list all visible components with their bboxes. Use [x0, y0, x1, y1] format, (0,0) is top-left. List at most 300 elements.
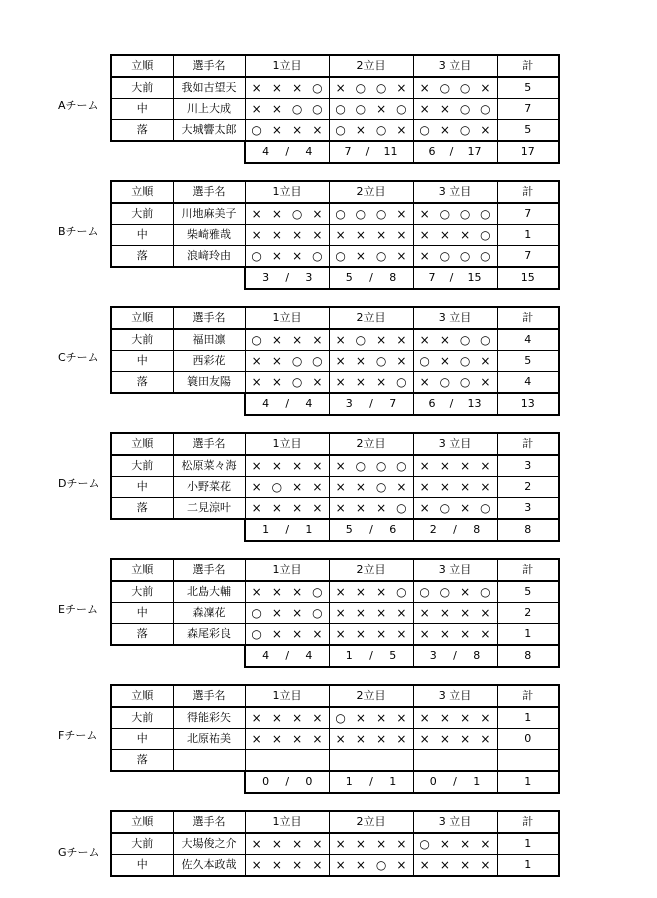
tally-part: 0: [429, 775, 437, 788]
shot-mark: ×: [355, 732, 366, 746]
header-r2: 2立目: [329, 685, 413, 707]
tally-part: /: [285, 145, 290, 158]
shot-mark: ○: [480, 585, 491, 599]
shot-marks: [246, 498, 329, 518]
shot-mark: ×: [376, 375, 387, 389]
shot-mark: ×: [419, 81, 430, 95]
tally-part: /: [449, 145, 454, 158]
table-row: [111, 455, 559, 477]
row-total: 1: [497, 833, 559, 855]
shot-mark: ×: [292, 459, 303, 473]
shot-marks: [414, 372, 497, 392]
player-name: 福田凛: [173, 329, 245, 351]
tally-part: /: [369, 649, 373, 662]
tally-part: 3: [305, 271, 313, 284]
table-row: [111, 750, 559, 772]
shot-marks: [330, 351, 413, 371]
shot-mark: ×: [396, 354, 407, 368]
shot-marks: [246, 729, 329, 749]
row-total: 1: [497, 624, 559, 646]
round-tally: [413, 267, 497, 289]
tally-part: 4: [305, 397, 313, 410]
shot-mark: ×: [480, 459, 491, 473]
grand-total: 17: [497, 141, 559, 163]
tally-part: 1: [262, 523, 270, 536]
shot-mark: ×: [271, 207, 282, 221]
shot-marks: [246, 855, 329, 875]
header-row: [111, 181, 559, 203]
round-r1-cell: [245, 455, 329, 477]
table-row: [111, 833, 559, 855]
round-r2-cell: [329, 707, 413, 729]
shot-mark: ○: [396, 102, 407, 116]
shot-marks: [246, 477, 329, 497]
row-total: 7: [497, 203, 559, 225]
tally-part: 8: [473, 649, 481, 662]
tally-part: /: [453, 649, 457, 662]
round-r1-cell: [245, 372, 329, 394]
row-total: 5: [497, 120, 559, 142]
shot-mark: ×: [419, 711, 430, 725]
shot-mark: ×: [376, 732, 387, 746]
score-table: [110, 180, 560, 290]
shot-mark: ×: [439, 837, 450, 851]
tally-part: 13: [467, 397, 482, 410]
shot-mark: ○: [459, 249, 471, 263]
shot-mark: ×: [335, 732, 346, 746]
shot-marks: [330, 372, 413, 392]
shot-marks: [414, 708, 497, 728]
round-r2-cell: [329, 246, 413, 268]
shot-mark: ×: [292, 711, 303, 725]
tally-part: 17: [467, 145, 482, 158]
round-r2-cell: [329, 99, 413, 120]
shot-mark: ○: [271, 480, 283, 494]
header-r2: 2立目: [329, 181, 413, 203]
round-r1-cell: [245, 833, 329, 855]
score-table: [110, 810, 560, 877]
shot-mark: ×: [396, 228, 407, 242]
tally-part: /: [453, 523, 457, 536]
shot-mark: ○: [251, 249, 262, 263]
tally-part: 11: [383, 145, 398, 158]
header-player: 選手名: [173, 685, 245, 707]
shot-mark: ×: [312, 480, 323, 494]
shot-mark: ×: [251, 207, 262, 221]
tally-fraction: [330, 142, 413, 162]
round-r3-cell: [413, 351, 497, 372]
player-name: [173, 750, 245, 772]
shot-mark: ×: [396, 123, 407, 137]
round-r1-cell: [245, 707, 329, 729]
header-order: 立順: [111, 307, 173, 329]
round-tally: [413, 141, 497, 163]
header-r1: 1立目: [245, 307, 329, 329]
shot-mark: ×: [376, 711, 387, 725]
shot-mark: ×: [292, 585, 303, 599]
shot-marks: [330, 456, 413, 476]
tally-row: [111, 267, 559, 289]
team-name: Cチーム: [58, 351, 99, 364]
shot-mark: ×: [292, 732, 303, 746]
tally-part: 5: [345, 523, 353, 536]
position-cell: 落: [111, 120, 173, 142]
tally-fraction: [414, 268, 497, 288]
shot-mark: ○: [335, 123, 346, 137]
round-r3-cell: [413, 99, 497, 120]
shot-mark: ○: [355, 333, 367, 347]
shot-mark: ×: [460, 858, 471, 872]
tally-part: /: [285, 775, 290, 788]
shot-mark: ○: [480, 333, 491, 347]
round-r3-cell: [413, 581, 497, 603]
shot-marks: [414, 78, 497, 98]
tally-part: 1: [473, 775, 481, 788]
shot-mark: ○: [459, 333, 471, 347]
shot-marks: [246, 120, 329, 140]
tally-part: /: [369, 775, 373, 788]
shot-marks: [330, 246, 413, 266]
player-name: 我如古望天: [173, 77, 245, 99]
round-tally: [413, 393, 497, 415]
tally-part: 0: [262, 775, 270, 788]
player-name: 簑田友陽: [173, 372, 245, 394]
shot-mark: ○: [439, 585, 451, 599]
shot-mark: ×: [312, 501, 323, 515]
shot-mark: ×: [251, 459, 262, 473]
shot-mark: ○: [439, 81, 451, 95]
tally-fraction: [414, 520, 497, 540]
blank-cell: [173, 393, 245, 415]
shot-marks: [330, 624, 413, 644]
round-tally: [245, 771, 329, 793]
shot-mark: ×: [396, 606, 407, 620]
shot-mark: ○: [459, 375, 471, 389]
header-total: 計: [497, 559, 559, 581]
header-order: 立順: [111, 181, 173, 203]
blank-cell: [111, 519, 173, 541]
shot-mark: ×: [271, 228, 282, 242]
tally-part: 8: [389, 271, 397, 284]
shot-mark: ×: [480, 837, 491, 851]
shot-mark: ○: [375, 207, 387, 221]
shot-mark: ×: [271, 354, 282, 368]
round-r2-cell: [329, 750, 413, 772]
shot-mark: ×: [419, 207, 430, 221]
round-r2-cell: [329, 455, 413, 477]
player-name: 川地麻美子: [173, 203, 245, 225]
shot-marks: [330, 582, 413, 602]
shot-mark: ×: [355, 501, 366, 515]
header-r2: 2立目: [329, 55, 413, 77]
position-cell: 中: [111, 225, 173, 246]
shot-mark: ○: [251, 627, 262, 641]
tally-fraction: [330, 268, 413, 288]
blank-cell: [111, 267, 173, 289]
shot-marks: [414, 855, 497, 875]
tally-row: [111, 519, 559, 541]
header-r3: 3 立目: [413, 307, 497, 329]
shot-mark: ×: [376, 228, 387, 242]
shot-mark: ×: [376, 837, 387, 851]
shot-mark: ×: [439, 123, 450, 137]
shot-marks: [330, 729, 413, 749]
shot-marks: [246, 99, 329, 119]
score-table: [110, 432, 560, 542]
shot-mark: ×: [312, 333, 323, 347]
table-row: [111, 707, 559, 729]
position-cell: 落: [111, 498, 173, 520]
tally-part: 4: [262, 649, 270, 662]
shot-mark: ○: [312, 354, 323, 368]
shot-mark: ×: [335, 81, 346, 95]
header-order: 立順: [111, 55, 173, 77]
round-tally: [245, 141, 329, 163]
round-r3-cell: [413, 750, 497, 772]
shot-mark: ×: [335, 501, 346, 515]
round-r2-cell: [329, 498, 413, 520]
shot-marks: [414, 498, 497, 518]
shot-mark: ○: [459, 81, 471, 95]
round-r1-cell: [245, 729, 329, 750]
shot-mark: ×: [439, 354, 450, 368]
shot-mark: ×: [312, 627, 323, 641]
shot-marks: [414, 834, 497, 854]
shot-mark: ×: [419, 480, 430, 494]
shot-mark: ○: [396, 585, 407, 599]
shot-mark: ×: [480, 627, 491, 641]
position-cell: 落: [111, 624, 173, 646]
tally-part: 3: [345, 397, 353, 410]
shot-marks: [246, 351, 329, 371]
shot-marks: [330, 477, 413, 497]
shot-mark: ×: [480, 858, 491, 872]
header-r2: 2立目: [329, 433, 413, 455]
shot-mark: ×: [376, 627, 387, 641]
tally-part: 4: [262, 397, 270, 410]
shot-mark: ×: [271, 81, 282, 95]
row-total: 5: [497, 77, 559, 99]
shot-mark: ×: [419, 501, 430, 515]
round-r1-cell: [245, 329, 329, 351]
round-r2-cell: [329, 624, 413, 646]
shot-mark: ×: [335, 585, 346, 599]
header-total: 計: [497, 181, 559, 203]
shot-marks: [330, 603, 413, 623]
round-r3-cell: [413, 455, 497, 477]
shot-mark: ○: [335, 249, 346, 263]
header-r1: 1立目: [245, 685, 329, 707]
shot-marks: [414, 120, 497, 140]
shot-mark: ×: [396, 858, 407, 872]
round-r3-cell: [413, 603, 497, 624]
table-row: [111, 372, 559, 394]
shot-marks: [246, 246, 329, 266]
header-r3: 3 立目: [413, 685, 497, 707]
shot-marks: [414, 351, 497, 371]
shot-mark: ×: [271, 501, 282, 515]
shot-mark: ×: [355, 375, 366, 389]
tally-part: 2: [429, 523, 437, 536]
round-r3-cell: [413, 120, 497, 142]
shot-mark: ×: [355, 249, 366, 263]
shot-mark: ○: [480, 228, 491, 242]
table-row: [111, 77, 559, 99]
table-row: [111, 99, 559, 120]
tally-part: 7: [344, 145, 352, 158]
shot-mark: ○: [312, 81, 323, 95]
shot-mark: ○: [459, 102, 471, 116]
shot-mark: ×: [271, 585, 282, 599]
shot-mark: ×: [355, 858, 366, 872]
tally-part: 4: [262, 145, 270, 158]
round-tally: [329, 393, 413, 415]
shot-mark: ×: [355, 228, 366, 242]
shot-mark: ×: [251, 375, 262, 389]
shot-mark: ×: [335, 837, 346, 851]
shot-mark: ×: [335, 627, 346, 641]
shot-mark: ×: [292, 501, 303, 515]
shot-mark: ×: [251, 81, 262, 95]
shot-marks: [414, 477, 497, 497]
round-tally: [413, 771, 497, 793]
shot-mark: ×: [419, 732, 430, 746]
shot-marks: [330, 330, 413, 350]
tally-part: 15: [467, 271, 482, 284]
round-r2-cell: [329, 603, 413, 624]
tally-part: 6: [389, 523, 397, 536]
round-r1-cell: [245, 99, 329, 120]
player-name: 柴崎雅哉: [173, 225, 245, 246]
team-name: Aチーム: [58, 99, 99, 112]
position-cell: 中: [111, 729, 173, 750]
shot-mark: ○: [291, 207, 303, 221]
shot-mark: ×: [312, 711, 323, 725]
shot-mark: ○: [459, 354, 471, 368]
round-r1-cell: [245, 246, 329, 268]
position-cell: 落: [111, 246, 173, 268]
shot-mark: ○: [335, 207, 346, 221]
shot-mark: ×: [376, 102, 387, 116]
header-r3: 3 立目: [413, 811, 497, 833]
shot-mark: ×: [271, 249, 282, 263]
round-r1-cell: [245, 750, 329, 772]
shot-mark: ○: [375, 858, 387, 872]
round-r2-cell: [329, 833, 413, 855]
shot-marks: [246, 456, 329, 476]
blank-cell: [173, 519, 245, 541]
header-r1: 1立目: [245, 181, 329, 203]
shot-mark: ×: [460, 837, 471, 851]
shot-mark: ○: [480, 501, 491, 515]
shot-mark: ×: [271, 606, 282, 620]
row-total: 0: [497, 729, 559, 750]
shot-mark: ×: [376, 606, 387, 620]
shot-mark: ○: [355, 459, 367, 473]
table-row: [111, 498, 559, 520]
shot-mark: ×: [271, 627, 282, 641]
round-r1-cell: [245, 581, 329, 603]
shot-mark: ○: [291, 102, 303, 116]
shot-mark: ○: [396, 375, 407, 389]
shot-mark: ×: [460, 585, 471, 599]
shot-mark: ○: [312, 585, 323, 599]
round-r3-cell: [413, 833, 497, 855]
tally-part: /: [285, 523, 290, 536]
header-total: 計: [497, 433, 559, 455]
shot-mark: ×: [335, 606, 346, 620]
shot-mark: ×: [439, 627, 450, 641]
tally-part: 5: [345, 271, 353, 284]
shot-mark: ×: [355, 627, 366, 641]
shot-marks: [414, 624, 497, 644]
shot-marks: [330, 99, 413, 119]
shot-mark: ○: [419, 123, 430, 137]
shot-mark: ×: [376, 585, 387, 599]
tally-part: 5: [389, 649, 397, 662]
shot-mark: ×: [419, 228, 430, 242]
shot-mark: ×: [292, 123, 303, 137]
round-r2-cell: [329, 77, 413, 99]
header-r3: 3 立目: [413, 559, 497, 581]
shot-mark: ×: [460, 480, 471, 494]
round-r3-cell: [413, 729, 497, 750]
shot-mark: ×: [251, 480, 262, 494]
shot-marks: [330, 855, 413, 875]
header-total: 計: [497, 307, 559, 329]
tally-fraction: [330, 772, 413, 792]
shot-mark: ×: [480, 732, 491, 746]
shot-mark: ○: [459, 123, 471, 137]
shot-mark: ×: [439, 459, 450, 473]
tally-part: /: [453, 775, 457, 788]
table-row: [111, 729, 559, 750]
tally-fraction: [414, 394, 497, 414]
round-r2-cell: [329, 477, 413, 498]
player-name: 川上大成: [173, 99, 245, 120]
shot-mark: ○: [375, 81, 387, 95]
round-tally: [329, 519, 413, 541]
shot-mark: ×: [271, 333, 282, 347]
header-order: 立順: [111, 559, 173, 581]
tally-row: [111, 141, 559, 163]
shot-marks: [414, 204, 497, 224]
shot-marks: [414, 225, 497, 245]
tally-fraction: [246, 772, 329, 792]
shot-mark: ×: [335, 228, 346, 242]
shot-mark: ×: [460, 501, 471, 515]
header-total: 計: [497, 55, 559, 77]
score-table: [110, 684, 560, 794]
header-row: [111, 685, 559, 707]
shot-marks: [246, 204, 329, 224]
tally-part: 4: [305, 145, 313, 158]
tally-fraction: [414, 772, 497, 792]
header-player: 選手名: [173, 433, 245, 455]
round-r2-cell: [329, 120, 413, 142]
header-row: [111, 433, 559, 455]
shot-marks: [246, 330, 329, 350]
shot-marks: [246, 834, 329, 854]
tally-fraction: [414, 646, 497, 666]
position-cell: 大前: [111, 203, 173, 225]
shot-mark: ×: [355, 480, 366, 494]
shot-mark: ○: [439, 207, 451, 221]
shot-mark: ×: [271, 102, 282, 116]
position-cell: 大前: [111, 833, 173, 855]
shot-mark: ○: [375, 354, 387, 368]
header-r3: 3 立目: [413, 181, 497, 203]
